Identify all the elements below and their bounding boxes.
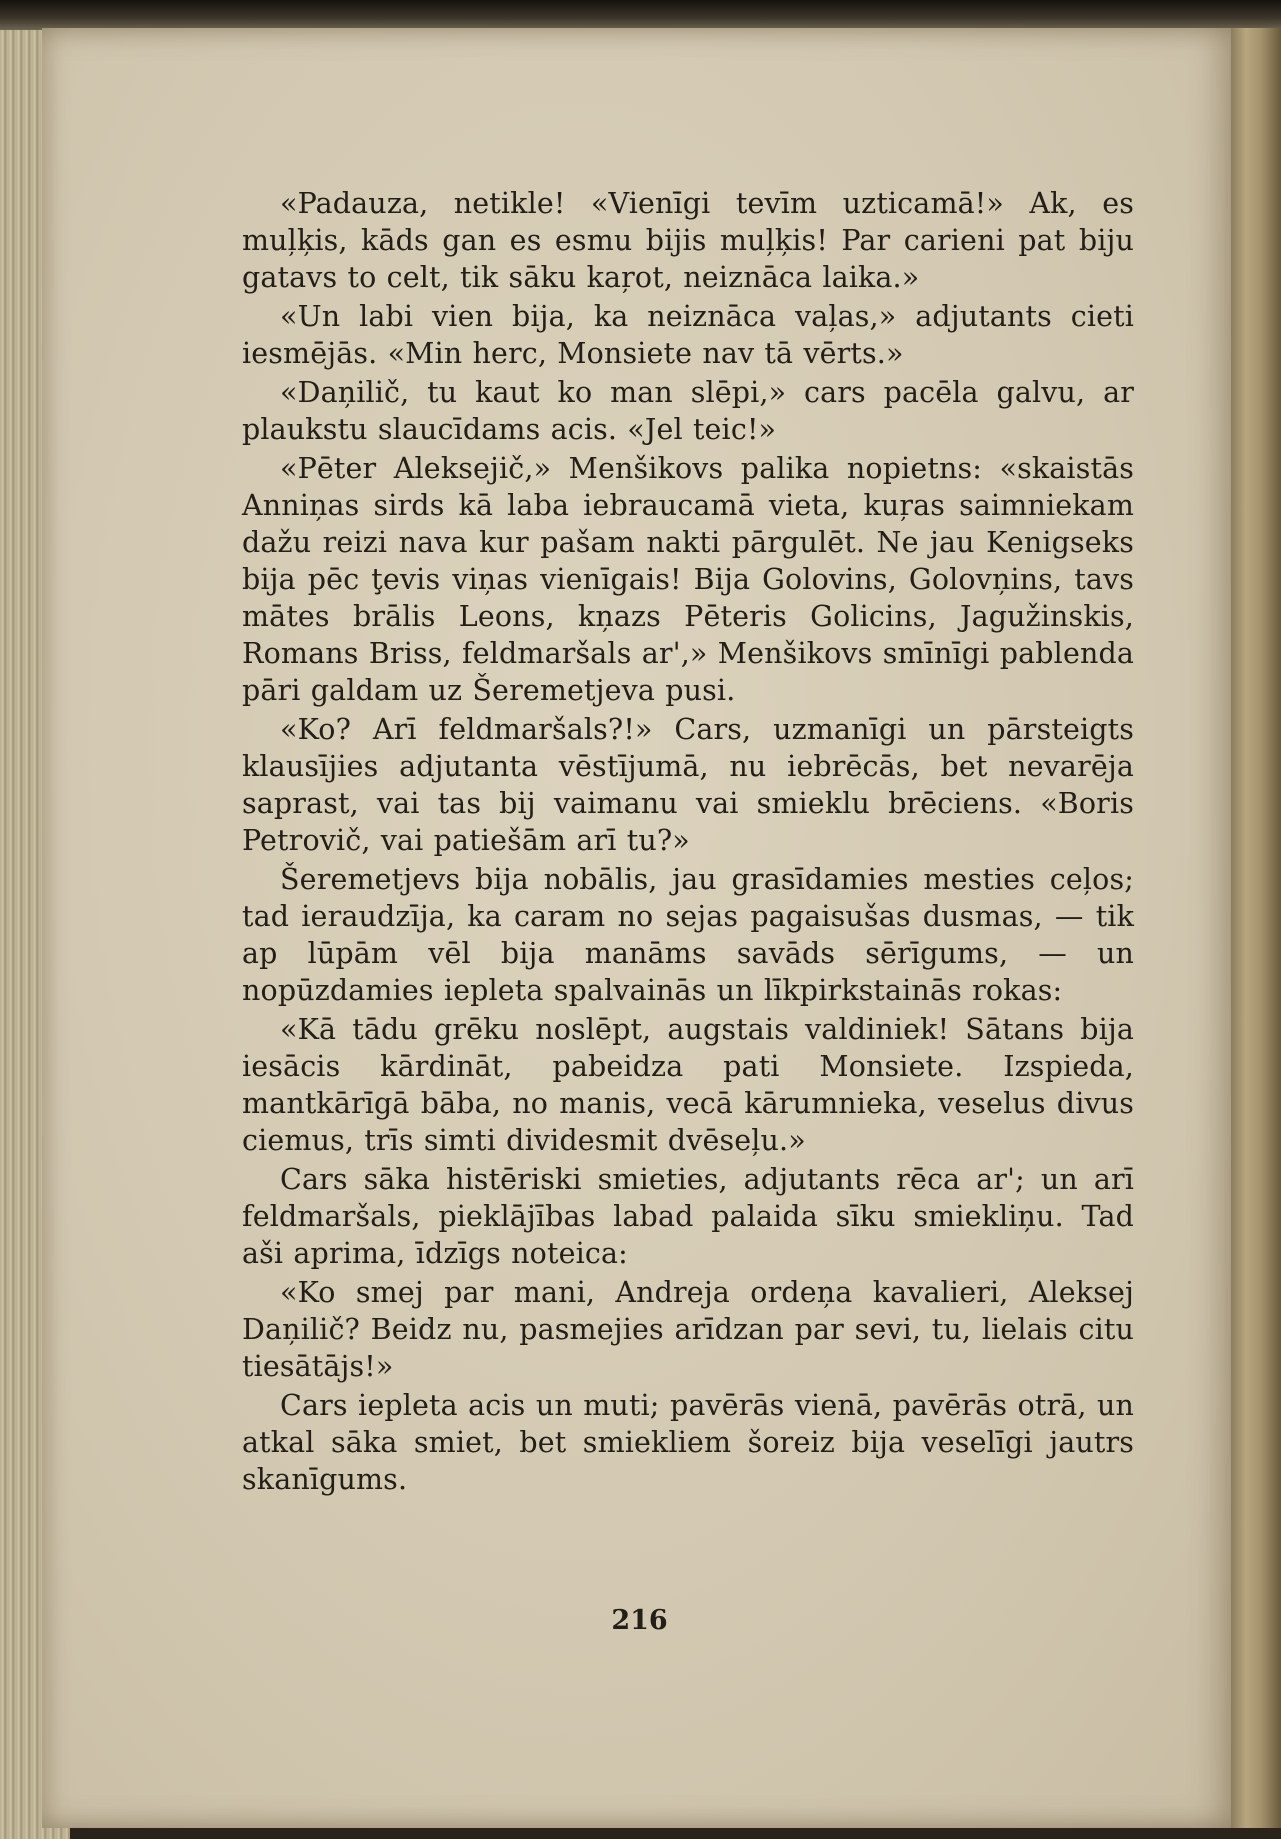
paragraph-3: «Daņilič, tu kaut ko man slēpi,» cars pacēla galvu, ar plaukstu slaucīdams acis. «Jel teic!» — [242, 376, 1134, 446]
paragraph-5: «Ko? Arī feldmaršals?!» Cars, uzmanīgi un pārsteigts klausījies adjutanta vēstījumā, nu iebrēcās, bet nevarēja saprast, vai tas bij vaimanu vai smieklu brēciens. «Boris Petrovič, vai patiešām arī tu?» — [242, 713, 1134, 857]
paragraph-2: «Un labi vien bija, ka neiznāca vaļas,» adjutants cieti iesmējās. «Min herc, Monsiete nav tā vērts.» — [242, 300, 1134, 370]
body-text — [242, 185, 1134, 1500]
page-right-binding-shadow — [1231, 28, 1281, 1828]
page-sheet — [42, 28, 1237, 1828]
page-number: 216 — [611, 1605, 668, 1636]
paragraph-7: «Kā tādu grēku noslēpt, augstais valdiniek! Sātans bija iesācis kārdināt, pabeidza pati Monsiete. Izspieda, mantkārīgā bāba, no manis, vecā kārumnieka, veselus divus ciemus, trīs simti dividesmit dvēseļu.» — [242, 1013, 1134, 1157]
paragraph-4: «Pēter Aleksejič,» Menšikovs palika nopietns: «skaistās Anniņas sirds kā laba iebraucamā vieta, kuŗas saimniekam dažu reizi nava kur pašam nakti pārgulēt. Ne jau Kenigseks bija pēc ţevis viņas vienīgais! Bija Golovins, Golovņins, tavs mātes brālis Leons, kņazs Pēteris Golicins, Jagužinskis, Romans Briss, feldmaršals ar',» Menšikovs smīnīgi pablenda pāri galdam uz Šeremetjeva pusi. — [242, 452, 1134, 707]
paragraph-8: Cars sāka histēriski smieties, adjutants rēca ar'; un arī feldmaršals, pieklājības labad palaida sīku smiekliņu. Tad aši aprima, īdzīgs noteica: — [242, 1163, 1134, 1270]
paragraph-10: Cars iepleta acis un muti; pavērās vienā, pavērās otrā, un atkal sāka smiet, bet smiekliem šoreiz bija veselīgi jautrs skanīgums. — [242, 1389, 1134, 1496]
paragraph-6: Šeremetjevs bija nobālis, jau grasīdamies mesties ceļos; tad ieraudzīja, ka caram no sejas pagaisušas dusmas, — tik ap lūpām vēl bija manāms savāds sērīgums, — un nopūzdamies iepleta spalvainās un līkpirkstainās rokas: — [242, 863, 1134, 1007]
paragraph-1: «Padauza, netikle! «Vienīgi tevīm uzticamā!» Ak, es muļķis, kāds gan es esmu bijis muļķis! Par carieni pat biju gatavs to celt, tik sāku kaŗot, neiznāca laika.» — [242, 187, 1134, 294]
paragraph-9: «Ko smej par mani, Andreja ordeņa kavalieri, Aleksej Daņilič? Beidz nu, pasmejies arīdzan par sevi, tu, lielais citu tiesātājs!» — [242, 1276, 1134, 1383]
top-binding-strip — [0, 0, 1281, 30]
